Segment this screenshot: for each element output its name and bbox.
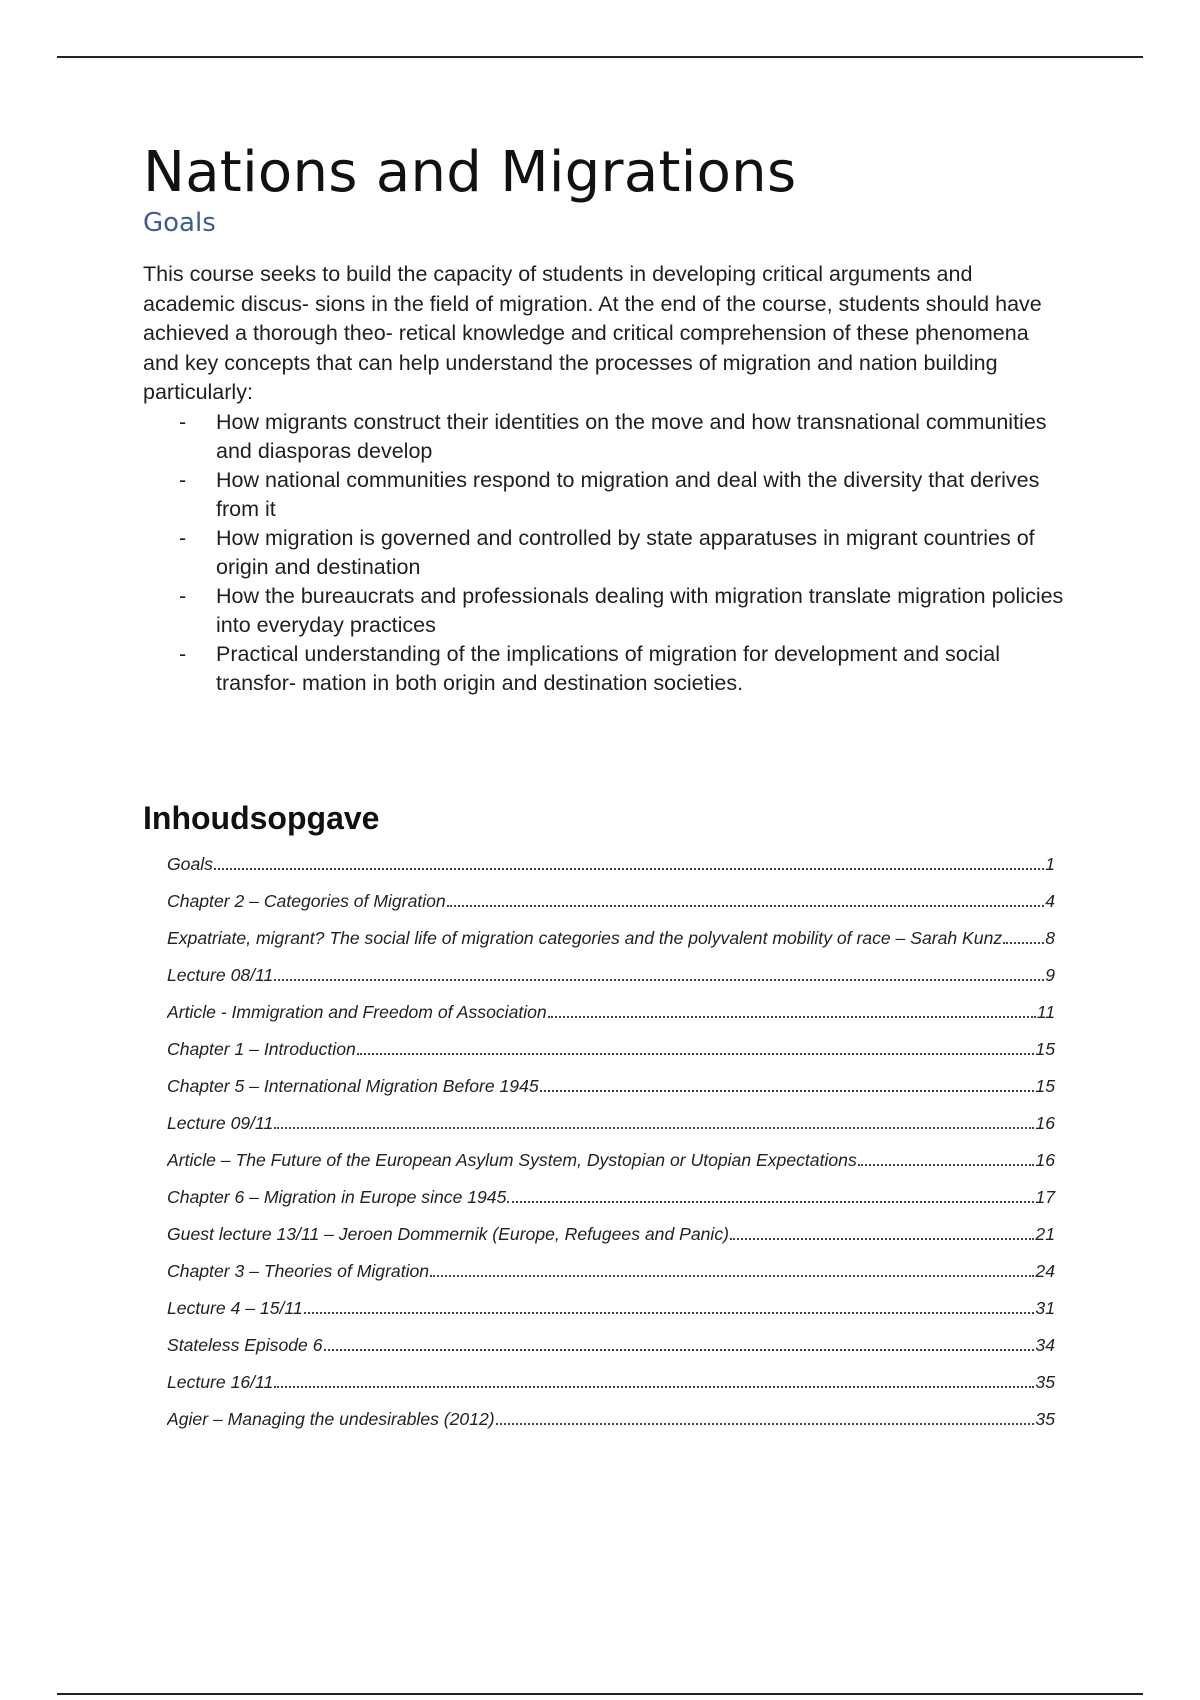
toc-entry[interactable] bbox=[167, 1216, 1055, 1253]
toc-entry[interactable] bbox=[167, 846, 1055, 883]
toc-entry[interactable] bbox=[167, 1401, 1055, 1438]
bullet-dash: - bbox=[179, 583, 187, 608]
toc-entry-page: 31 bbox=[1035, 1298, 1055, 1318]
toc-entry-page: 21 bbox=[1035, 1224, 1055, 1244]
bullet-dash: - bbox=[179, 467, 187, 492]
toc-entry-title: Guest lecture 13/11 – Jeroen Dommernik (Europe, Refugees and Panic) bbox=[167, 1224, 729, 1244]
toc-entry[interactable] bbox=[167, 1253, 1055, 1290]
toc-leader-dots bbox=[548, 1016, 1036, 1018]
toc-entry[interactable] bbox=[167, 1068, 1055, 1105]
page-content bbox=[143, 140, 1068, 1429]
toc-entry-title: Goals bbox=[167, 854, 213, 874]
toc-entry-title: Lecture 4 – 15/11 bbox=[167, 1298, 303, 1318]
toc-entry-page: 15 bbox=[1035, 1076, 1055, 1096]
toc-entry-page: 4 bbox=[1045, 891, 1055, 911]
toc-leader-dots bbox=[214, 868, 1044, 870]
toc-entry-page: 24 bbox=[1035, 1261, 1055, 1281]
toc-entry-title: Article - Immigration and Freedom of Association bbox=[167, 1002, 547, 1022]
toc-entry[interactable] bbox=[167, 1142, 1055, 1179]
goal-item bbox=[143, 582, 1068, 640]
toc-entry-page: 15 bbox=[1035, 1039, 1055, 1059]
toc-leader-dots bbox=[540, 1090, 1035, 1092]
goals-list bbox=[143, 408, 1068, 698]
toc-entry-title: Lecture 09/11 bbox=[167, 1113, 274, 1133]
toc-leader-dots bbox=[858, 1164, 1035, 1166]
toc-entry[interactable] bbox=[167, 994, 1055, 1031]
toc-entry[interactable] bbox=[167, 1105, 1055, 1142]
toc-entry[interactable] bbox=[167, 1290, 1055, 1327]
toc-entry-title: Chapter 1 – Introduction bbox=[167, 1039, 356, 1059]
toc-entry-title: Chapter 2 – Categories of Migration bbox=[167, 891, 446, 911]
toc-entry-page: 35 bbox=[1035, 1372, 1055, 1392]
document-title: Nations and Migrations bbox=[143, 140, 797, 205]
bullet-dash: - bbox=[179, 409, 187, 434]
toc-entry-page: 17 bbox=[1035, 1187, 1055, 1207]
toc-entry[interactable] bbox=[167, 1031, 1055, 1068]
footer-rule bbox=[57, 1693, 1143, 1695]
toc-entry-title: Agier – Managing the undesirables (2012) bbox=[167, 1409, 495, 1429]
toc-entry-title: Chapter 3 – Theories of Migration bbox=[167, 1261, 430, 1281]
goal-text: How national communities respond to migration and deal with the diversity that derives from it bbox=[216, 467, 1040, 521]
toc-entry[interactable] bbox=[167, 1327, 1055, 1364]
toc-entry-page: 16 bbox=[1035, 1150, 1055, 1170]
goal-text: How migrants construct their identities on the move and how transnational communities and diasporas develop bbox=[216, 409, 1047, 463]
bullet-dash: - bbox=[179, 641, 187, 666]
table-of-contents bbox=[167, 846, 1055, 1438]
goal-text: How migration is governed and controlled by state apparatuses in migrant countries of origin and destination bbox=[216, 525, 1035, 579]
toc-leader-dots bbox=[507, 1201, 1034, 1203]
toc-leader-dots bbox=[274, 1386, 1034, 1388]
toc-entry-title: Chapter 5 – International Migration Before 1945 bbox=[167, 1076, 539, 1096]
toc-entry-title: Article – The Future of the European Asylum System, Dystopian or Utopian Expectations bbox=[167, 1150, 857, 1170]
toc-entry[interactable] bbox=[167, 1179, 1055, 1216]
section-heading-goals: Goals bbox=[143, 208, 216, 238]
toc-entry-page: 16 bbox=[1035, 1113, 1055, 1133]
bullet-dash: - bbox=[179, 525, 187, 550]
toc-entry-page: 34 bbox=[1035, 1335, 1055, 1355]
toc-leader-dots bbox=[357, 1053, 1035, 1055]
toc-leader-dots bbox=[324, 1349, 1035, 1351]
goal-item bbox=[143, 524, 1068, 582]
toc-leader-dots bbox=[496, 1423, 1035, 1425]
toc-entry-page: 9 bbox=[1045, 965, 1055, 985]
toc-entry-page: 11 bbox=[1036, 1002, 1055, 1022]
toc-leader-dots bbox=[304, 1312, 1035, 1314]
toc-entry-title: Lecture 16/11 bbox=[167, 1372, 274, 1392]
toc-leader-dots bbox=[730, 1238, 1034, 1240]
toc-entry[interactable] bbox=[167, 883, 1055, 920]
toc-leader-dots bbox=[274, 1127, 1034, 1129]
goal-item bbox=[143, 466, 1068, 524]
toc-entry[interactable] bbox=[167, 920, 1055, 957]
toc-entry-title: Expatriate, migrant? The social life of migration categories and the polyvalent mobility of race – Sarah Kunz bbox=[167, 928, 1003, 948]
toc-entry-title: Lecture 08/11 bbox=[167, 965, 274, 985]
header-rule bbox=[57, 56, 1143, 58]
goal-text: How the bureaucrats and professionals dealing with migration translate migration policies into everyday practices bbox=[216, 583, 1064, 637]
toc-entry[interactable] bbox=[167, 957, 1055, 994]
toc-entry[interactable] bbox=[167, 1364, 1055, 1401]
toc-heading: Inhoudsopgave bbox=[143, 800, 380, 836]
goal-text: Practical understanding of the implications of migration for development and social transfor- mation in both origin and destination societies. bbox=[216, 641, 1000, 695]
toc-leader-dots bbox=[430, 1275, 1034, 1277]
toc-entry-title: Chapter 6 – Migration in Europe since 1945 bbox=[167, 1187, 507, 1207]
toc-entry-page: 35 bbox=[1035, 1409, 1055, 1429]
goal-item bbox=[143, 408, 1068, 466]
toc-entry-title: Stateless Episode 6 bbox=[167, 1335, 323, 1355]
toc-leader-dots bbox=[447, 905, 1044, 907]
toc-leader-dots bbox=[1003, 942, 1044, 944]
toc-entry-page: 8 bbox=[1045, 928, 1055, 948]
toc-entry-page: 1 bbox=[1045, 854, 1055, 874]
goal-item bbox=[143, 640, 1068, 698]
toc-leader-dots bbox=[274, 979, 1044, 981]
intro-paragraph: This course seeks to build the capacity of students in developing critical arguments and academic discus- sions in the field of migration. At the end of the course, students should have achieved a thorough theo- retical knowledge and critical comprehension of these phenomena and key concepts that can help understand the processes of migration and nation building particularly: bbox=[143, 262, 1042, 405]
